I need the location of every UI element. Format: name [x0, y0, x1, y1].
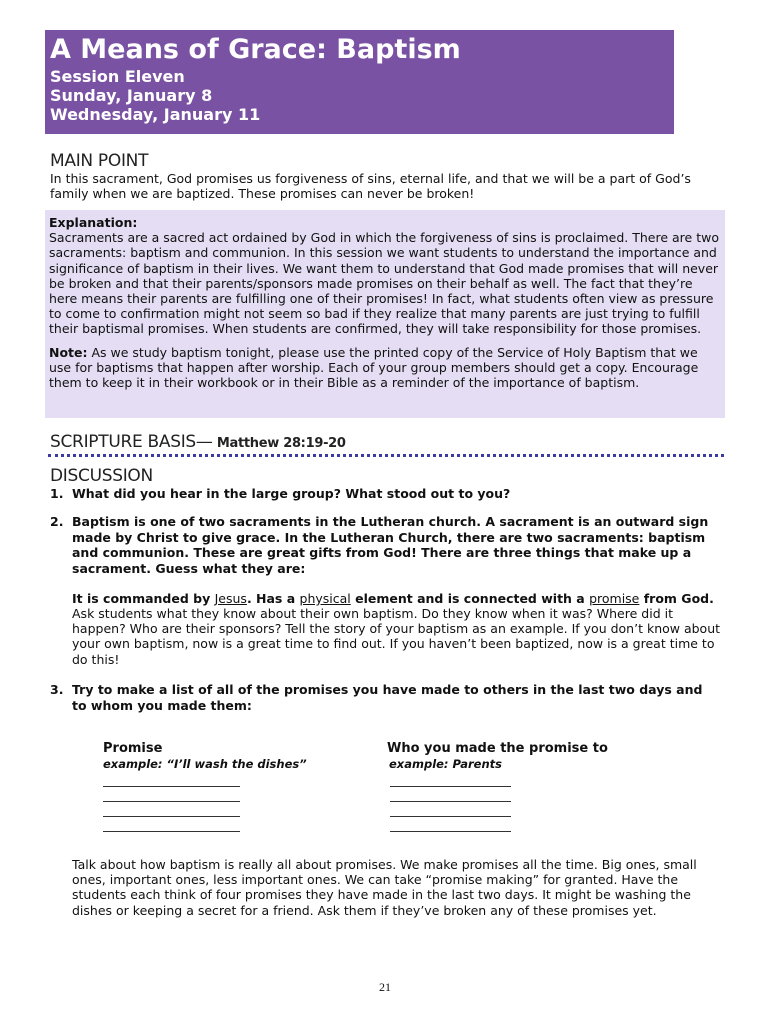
- main-point-heading: MAIN POINT: [50, 151, 149, 171]
- question-2-number: 2.: [50, 514, 64, 529]
- scripture-reference: Matthew 28:19-20: [212, 436, 346, 451]
- promise-blank-1[interactable]: [103, 786, 240, 787]
- question-3-number: 3.: [50, 682, 64, 697]
- note-label: Note:: [49, 344, 88, 360]
- scripture-heading-row: [50, 432, 346, 452]
- recipient-blank-1[interactable]: [390, 786, 511, 787]
- answer-part-a: It is commanded by: [72, 591, 215, 606]
- wednesday-date: Wednesday, January 11: [50, 105, 261, 124]
- scripture-dash: —: [195, 432, 213, 452]
- sacrament-answer: [72, 591, 722, 606]
- promise-column-heading: Promise: [103, 741, 163, 756]
- note-text: As we study baptism tonight, please use the printed copy of the Service of Holy Baptism that we use for baptisms that happen after worship. Each of your group members should get a copy. Encourage them to keep it in their workbook or in their Bible as a reminder of the importance of baptism.: [49, 344, 699, 391]
- recipient-column-heading: Who you made the promise to: [387, 741, 608, 756]
- promise-blank-2[interactable]: [103, 801, 240, 802]
- answer-part-c: element and is connected with a: [350, 591, 590, 606]
- answer-physical: physical: [299, 591, 351, 606]
- answer-jesus: Jesus: [214, 591, 247, 606]
- page-number: 21: [379, 980, 391, 994]
- explanation-text: Sacraments are a sacred act ordained by God in which the forgiveness of sins is proclaimed. There are two sacraments: baptism and communion. In this session we want students to understand the importance and significance of baptism in their lives. We want them to understand that God made promises that will never be broken and that their parents/sponsors made promises on their behalf as well. The fact that they’re here means their parents are fulfilling one of their promises! In fact, what students often view as pressure to come to confirmation might not seem so bad if they realize that many parents are just trying to fulfill their baptismal promises. When students are confirmed, they will take responsibility for those promises.: [49, 230, 719, 337]
- scripture-heading: SCRIPTURE BASIS: [50, 432, 196, 452]
- explanation-label: Explanation:: [49, 215, 138, 230]
- closing-paragraph: Talk about how baptism is really all about promises. We make promises all the time. Big ones, small ones, important ones, less important ones. We can take “promise making” for granted. Have the students each think of four promises they have made in the last two days. It might be washing the dishes or keeping a secret for a friend. Ask them if they’ve broken any of these promises yet.: [72, 857, 697, 918]
- answer-promise: promise: [589, 591, 640, 606]
- main-point-text: In this sacrament, God promises us forgiveness of sins, eternal life, and that we will be a part of God’s family when we are baptized. These promises can never be broken!: [50, 171, 691, 202]
- question-3: [50, 682, 720, 713]
- discussion-heading: DISCUSSION: [50, 466, 153, 486]
- promise-example: example: “I’ll wash the dishes”: [103, 757, 307, 771]
- question-3-text: Try to make a list of all of the promises you have made to others in the last two days and to whom you made them:: [72, 682, 703, 713]
- recipient-blank-2[interactable]: [390, 801, 511, 802]
- recipient-blank-4[interactable]: [390, 831, 511, 832]
- title-banner: [45, 30, 674, 134]
- question-2-text: Baptism is one of two sacraments in the Lutheran church. A sacrament is an outward sign made by Christ to give grace. In the Lutheran Church, there are two sacraments: baptism and communion. These are great gifts from God! There are three things that make up a sacrament. Guess what they are:: [72, 514, 709, 576]
- recipient-example: example: Parents: [389, 757, 502, 771]
- session-label: Session Eleven: [50, 67, 185, 86]
- answer-part-d: from God.: [639, 591, 714, 606]
- question-1-number: 1.: [50, 486, 64, 501]
- question-1-text: What did you hear in the large group? What stood out to you?: [72, 486, 511, 501]
- recipient-blank-3[interactable]: [390, 816, 511, 817]
- dotted-divider: [48, 454, 724, 457]
- promise-blank-4[interactable]: [103, 831, 240, 832]
- note-paragraph: [49, 345, 721, 391]
- sunday-date: Sunday, January 8: [50, 86, 213, 105]
- question-1: [50, 486, 720, 502]
- answer-part-b: . Has a: [246, 591, 300, 606]
- page-title: A Means of Grace: Baptism: [50, 34, 461, 65]
- promise-blank-3[interactable]: [103, 816, 240, 817]
- question-2-followup: Ask students what they know about their own baptism. Do they know when it was? Where did it happen? Who are their sponsors? Tell the story of your baptism as an example. If you don’t know about your own baptism, now is a great time to find out. If you haven’t been baptized, now is a great time to do this!: [72, 606, 721, 667]
- explanation-box: [45, 210, 725, 418]
- question-2: [50, 514, 720, 576]
